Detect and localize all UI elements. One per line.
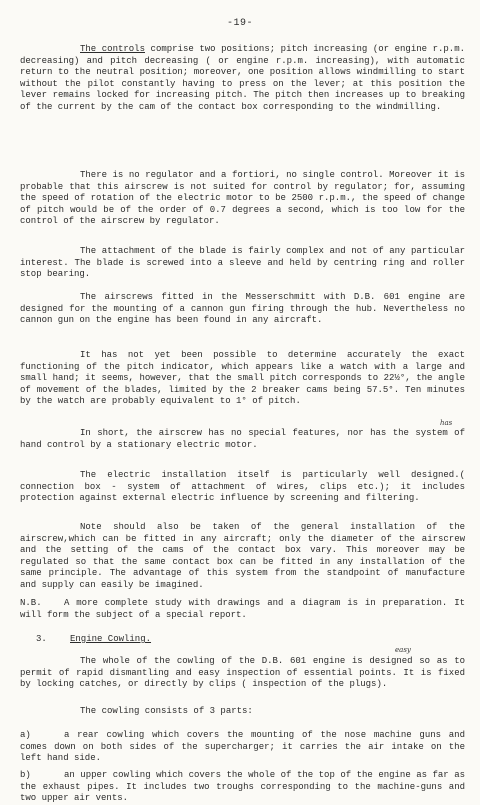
item-a-label: a): [20, 730, 31, 740]
regulator-text: There is no regulator and a fortiori, no single control. Moreover it is probable that this airscrew is not suited for control by regulator; for, assuming the speed of rotation of the electric motor to be 2500 r.p.m., the speed of change of pitch would be of the order of 0.7 degrees a second, which is too low for the control of the airscrew by regulator.: [20, 170, 465, 227]
list-item-b: [20, 770, 465, 805]
cowling-text: The whole of the cowling of the D.B. 601 engine is designed so as to permit of rapid dismantling and easy inspection of essential points. It is fixed by locking catches, or directly by clips ( inspection of the plugs).: [20, 656, 465, 690]
cowling-parts-text: The cowling consists of 3 parts:: [80, 706, 253, 716]
general-installation-text: Note should also be taken of the general installation of the airscrew,which can be fitted in any aircraft; only the diameter of the airscrew and the setting of the cams of the contact box vary. This moreover may be regulated so that the same contact box can be fitted in any installation of the same principle. The advantage of this system from the standpoint of manufacture and supply can easily be imagined.: [20, 522, 465, 590]
paragraph-summary: [20, 428, 465, 451]
list-item-a: [20, 730, 465, 765]
pitch-indicator-text: It has not yet been possible to determine accurately the exact functioning of the pitch indicator, which appears like a watch with a large and small hand; it seems, however, that the small pitch corresponds to 22½°, the angle of movement of the blades, limited by the 2 breaker cams being 57.5°. Ten minutes by the watch are probably equivalent to 1° of pitch.: [20, 350, 465, 407]
blade-attachment-text: The attachment of the blade is fairly complex and not of any particular interest. The blade is screwed into a sleeve and held by centring ring and roller stop bearing.: [20, 246, 465, 280]
paragraph-pitch-indicator: [20, 350, 465, 408]
controls-heading: The controls: [80, 44, 145, 54]
paragraph-messerschmitt: [20, 292, 465, 327]
paragraph-nb: [20, 598, 465, 621]
paragraph-regulator: [20, 170, 465, 228]
paragraph-cowling-parts: [20, 706, 465, 718]
section-title: Engine Cowling.: [70, 634, 152, 644]
nb-label: N.B.: [20, 598, 42, 608]
paragraph-blade-attachment: [20, 246, 465, 281]
paragraph-electric-installation: [20, 470, 465, 505]
handwritten-note-has: has: [440, 419, 453, 427]
item-a-text: a rear cowling which covers the mounting of the nose machine guns and comes down on both sides of the supercharger; it carries the air intake on the left hand side.: [20, 730, 465, 764]
paragraph-cowling: [20, 656, 465, 691]
paragraph-general-installation: [20, 522, 465, 592]
nb-text: A more complete study with drawings and a diagram is in preparation. It will form the subject of a special report.: [20, 598, 465, 620]
messerschmitt-text: The airscrews fitted in the Messerschmitt with D.B. 601 engine are designed for the mounting of a cannon gun firing through the hub. Nevertheless no cannon gun on the engine has been found in any aircraft.: [20, 292, 465, 326]
item-b-label: b): [20, 770, 31, 780]
controls-text: comprise two positions; pitch increasing (or engine r.p.m. decreasing) and pitch decreasing ( or engine r.p.m. increasing), with automatic return to the neutral position; moreover, one position allows windmilling to start without the pilot constantly having to press on the lever; at this position the lever remains locked for increasing pitch. The pitch then increases up to breaking of the current by the cam of the contact box corresponding to the windmilling.: [20, 44, 465, 112]
section-number: 3.: [36, 634, 47, 644]
section-heading: [36, 634, 151, 645]
paragraph-controls: [20, 44, 465, 114]
item-b-text: an upper cowling which covers the whole of the top of the engine as far as the exhaust pipes. It includes two troughs corresponding to the machine-guns and two upper air vents.: [20, 770, 465, 804]
summary-text: In short, the airscrew has no special features, nor has the system of hand control by a stationary electric motor.: [20, 428, 465, 450]
handwritten-note-easy: easy: [395, 646, 411, 654]
page-number: -19-: [226, 18, 253, 29]
electric-installation-text: The electric installation itself is particularly well designed.( connection box - system of attachment of wires, clips etc.); it includes protection against external electric influence by screening and filtering.: [20, 470, 465, 504]
